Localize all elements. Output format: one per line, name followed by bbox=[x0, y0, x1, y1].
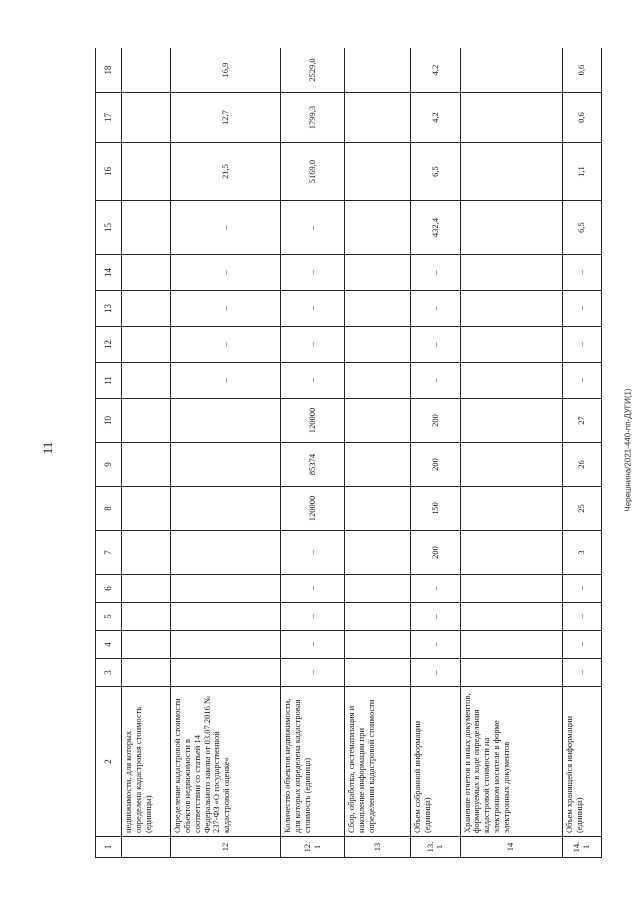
value-cell bbox=[345, 575, 411, 603]
value-cell bbox=[460, 93, 563, 143]
table-row bbox=[411, 48, 460, 858]
value-cell: 120000 bbox=[281, 487, 345, 531]
value-cell: – bbox=[411, 575, 460, 603]
value-cell: 120000 bbox=[281, 399, 345, 443]
value-cell: – bbox=[281, 363, 345, 399]
value-cell bbox=[345, 487, 411, 531]
rotated-table-wrapper bbox=[95, 48, 602, 858]
column-header: 15 bbox=[96, 201, 122, 255]
value-cell bbox=[460, 255, 563, 291]
value-cell bbox=[460, 659, 563, 687]
value-cell: – bbox=[563, 291, 602, 327]
value-cell: – bbox=[281, 575, 345, 603]
value-cell bbox=[122, 255, 171, 291]
value-cell bbox=[345, 659, 411, 687]
value-cell: – bbox=[563, 575, 602, 603]
value-cell: – bbox=[281, 255, 345, 291]
value-cell bbox=[171, 443, 281, 487]
value-cell: 0,6 bbox=[563, 93, 602, 143]
value-cell: 432,4 bbox=[411, 201, 460, 255]
value-cell bbox=[460, 327, 563, 363]
value-cell: – bbox=[281, 659, 345, 687]
value-cell bbox=[171, 399, 281, 443]
column-header: 14 bbox=[96, 255, 122, 291]
value-cell: – bbox=[563, 327, 602, 363]
value-cell bbox=[345, 93, 411, 143]
value-cell bbox=[122, 363, 171, 399]
value-cell: 16,9 bbox=[171, 48, 281, 93]
value-cell bbox=[122, 143, 171, 201]
column-header: 11 bbox=[96, 363, 122, 399]
value-cell bbox=[460, 443, 563, 487]
value-cell bbox=[460, 487, 563, 531]
value-cell bbox=[460, 575, 563, 603]
value-cell: – bbox=[411, 603, 460, 631]
row-number-cell: 12 bbox=[171, 837, 281, 858]
value-cell: 4,2 bbox=[411, 48, 460, 93]
value-cell: 3 bbox=[563, 531, 602, 575]
value-cell bbox=[171, 531, 281, 575]
value-cell: – bbox=[411, 659, 460, 687]
value-cell: 6,5 bbox=[563, 201, 602, 255]
value-cell bbox=[460, 291, 563, 327]
value-cell bbox=[460, 399, 563, 443]
row-number-cell: 14 bbox=[460, 837, 563, 858]
value-cell bbox=[460, 201, 563, 255]
value-cell: – bbox=[411, 255, 460, 291]
value-cell: – bbox=[411, 631, 460, 659]
value-cell bbox=[122, 659, 171, 687]
value-cell: 200 bbox=[411, 531, 460, 575]
column-header: 8 bbox=[96, 487, 122, 531]
value-cell bbox=[460, 363, 563, 399]
column-header: 10 bbox=[96, 399, 122, 443]
side-note bbox=[613, 0, 639, 905]
value-cell: – bbox=[281, 631, 345, 659]
header-row bbox=[96, 48, 122, 858]
value-cell bbox=[345, 327, 411, 363]
value-cell bbox=[460, 603, 563, 631]
value-cell: – bbox=[411, 291, 460, 327]
row-number-cell: 12.1 bbox=[281, 837, 345, 858]
value-cell bbox=[122, 291, 171, 327]
data-table bbox=[95, 48, 602, 858]
value-cell: 200 bbox=[411, 443, 460, 487]
value-cell: 4,2 bbox=[411, 93, 460, 143]
value-cell: – bbox=[563, 631, 602, 659]
value-cell: 2529,0 bbox=[281, 48, 345, 93]
value-cell bbox=[122, 201, 171, 255]
value-cell bbox=[122, 603, 171, 631]
column-header: 9 bbox=[96, 443, 122, 487]
column-header: 17 bbox=[96, 93, 122, 143]
value-cell bbox=[460, 631, 563, 659]
value-cell: 6,5 bbox=[411, 143, 460, 201]
value-cell bbox=[171, 575, 281, 603]
value-cell: – bbox=[171, 363, 281, 399]
value-cell: 25 bbox=[563, 487, 602, 531]
column-header: 16 bbox=[96, 143, 122, 201]
row-number-cell bbox=[122, 837, 171, 858]
value-cell bbox=[460, 531, 563, 575]
value-cell: – bbox=[281, 201, 345, 255]
value-cell: 0,6 bbox=[563, 48, 602, 93]
value-cell: 5169,0 bbox=[281, 143, 345, 201]
row-number-cell: 14.1 bbox=[563, 837, 602, 858]
page-number: 11 bbox=[40, 441, 55, 455]
description-cell: Объем собранной информации (единица) bbox=[411, 687, 460, 837]
value-cell: – bbox=[171, 291, 281, 327]
value-cell bbox=[345, 291, 411, 327]
value-cell bbox=[122, 48, 171, 93]
description-cell: Сбор, обработка, систематизация и накопление информации при определении кадастровой стоимости bbox=[345, 687, 411, 837]
value-cell: 27 bbox=[563, 399, 602, 443]
description-cell: Объем хранящейся информации (единица) bbox=[563, 687, 602, 837]
table-frame bbox=[95, 48, 602, 858]
description-cell: Хранение отчетов и иных документов, формируемых в ходе определения кадастровой стоимости на электронном носителе в форме электронных документов bbox=[460, 687, 563, 837]
table-row bbox=[122, 48, 171, 858]
value-cell bbox=[345, 631, 411, 659]
column-header: 6 bbox=[96, 575, 122, 603]
value-cell: 21,5 bbox=[171, 143, 281, 201]
column-header: 4 bbox=[96, 631, 122, 659]
value-cell: 1,1 bbox=[563, 143, 602, 201]
value-cell: – bbox=[563, 603, 602, 631]
column-header: 2 bbox=[96, 687, 122, 837]
column-header: 5 bbox=[96, 603, 122, 631]
value-cell: – bbox=[171, 255, 281, 291]
column-header: 13 bbox=[96, 291, 122, 327]
column-header: 12 bbox=[96, 327, 122, 363]
table-row bbox=[171, 48, 281, 858]
column-header: 3 bbox=[96, 659, 122, 687]
description-cell: Количество объектов недвижимости, для которых определена кадастровая стоимость (единица) bbox=[281, 687, 345, 837]
value-cell: 85374 bbox=[281, 443, 345, 487]
value-cell bbox=[122, 443, 171, 487]
table-row bbox=[460, 48, 563, 858]
description-cell: недвижимости, для которых определена кадастровая стоимость (единицы) bbox=[122, 687, 171, 837]
column-header: 7 bbox=[96, 531, 122, 575]
value-cell bbox=[345, 399, 411, 443]
value-cell bbox=[171, 487, 281, 531]
value-cell bbox=[345, 201, 411, 255]
table-row bbox=[281, 48, 345, 858]
value-cell bbox=[122, 327, 171, 363]
value-cell: 200 bbox=[411, 399, 460, 443]
side-note-text: Черешнина/2021-440-пп-ДУГИ(1) bbox=[623, 388, 633, 512]
row-number-cell: 13 bbox=[345, 837, 411, 858]
value-cell: – bbox=[281, 603, 345, 631]
value-cell bbox=[345, 255, 411, 291]
table-row bbox=[345, 48, 411, 858]
value-cell bbox=[171, 631, 281, 659]
table-row bbox=[563, 48, 602, 858]
description-cell: Определение кадастровой стоимости объектов недвижимости в соответствии со статьей 14 Федерального закона от 03.07.2016 № 237-ФЗ «О государственной кадастровой оценке» bbox=[171, 687, 281, 837]
value-cell: – bbox=[171, 327, 281, 363]
value-cell: – bbox=[281, 291, 345, 327]
value-cell: – bbox=[281, 531, 345, 575]
value-cell bbox=[171, 603, 281, 631]
value-cell: – bbox=[281, 327, 345, 363]
column-header: 1 bbox=[96, 837, 122, 858]
value-cell: – bbox=[563, 255, 602, 291]
value-cell bbox=[460, 143, 563, 201]
value-cell: 26 bbox=[563, 443, 602, 487]
value-cell: – bbox=[171, 201, 281, 255]
row-number-cell: 13.1 bbox=[411, 837, 460, 858]
value-cell bbox=[345, 603, 411, 631]
value-cell bbox=[345, 363, 411, 399]
value-cell bbox=[122, 575, 171, 603]
value-cell: 1799,3 bbox=[281, 93, 345, 143]
value-cell bbox=[345, 443, 411, 487]
value-cell bbox=[122, 93, 171, 143]
value-cell: – bbox=[411, 327, 460, 363]
value-cell: – bbox=[411, 363, 460, 399]
value-cell bbox=[122, 399, 171, 443]
column-header: 18 bbox=[96, 48, 122, 93]
value-cell bbox=[122, 631, 171, 659]
value-cell bbox=[122, 487, 171, 531]
value-cell bbox=[345, 531, 411, 575]
value-cell bbox=[345, 143, 411, 201]
value-cell: – bbox=[563, 659, 602, 687]
value-cell bbox=[460, 48, 563, 93]
value-cell bbox=[345, 48, 411, 93]
value-cell: 150 bbox=[411, 487, 460, 531]
value-cell bbox=[122, 531, 171, 575]
value-cell bbox=[171, 659, 281, 687]
value-cell: – bbox=[563, 363, 602, 399]
value-cell: 12,7 bbox=[171, 93, 281, 143]
